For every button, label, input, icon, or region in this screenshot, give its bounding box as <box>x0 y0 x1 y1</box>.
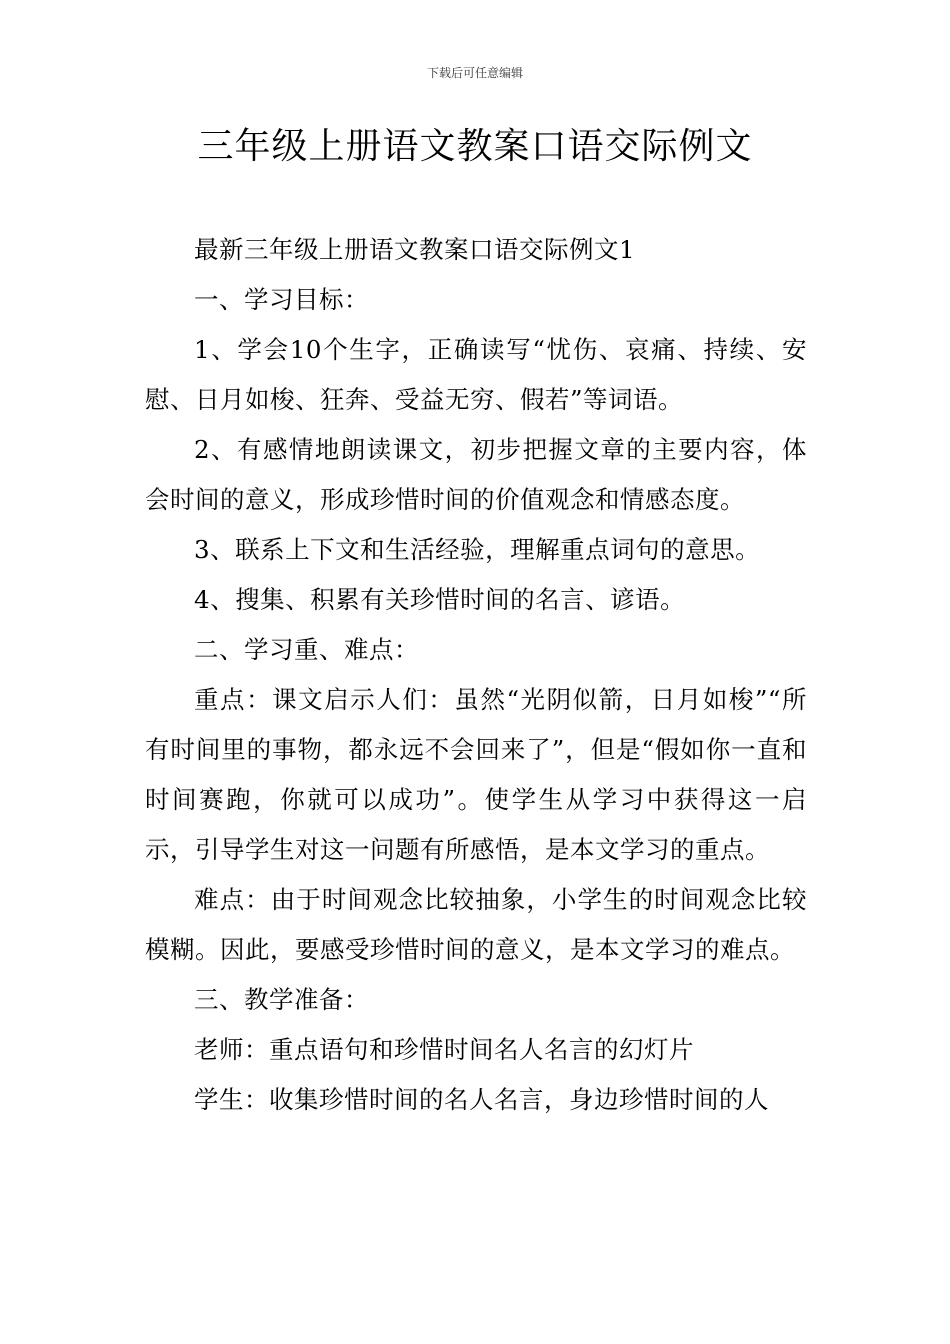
paragraph-subtitle: 最新三年级上册语文教案口语交际例文1 <box>194 235 636 264</box>
paragraph-teacher-prep: 老师：重点语句和珍惜时间名人名言的幻灯片 <box>194 1035 694 1064</box>
paragraph-difficulty: 难点：由于时间观念比较抽象，小学生的时间观念比较模糊。因此，要感受珍惜时间的意义，是本文学习的难点。 <box>145 885 807 964</box>
document-title: 三年级上册语文教案口语交际例文 <box>197 126 753 167</box>
document-body <box>145 225 807 1125</box>
paragraph-goal-4: 4、搜集、积累有关珍惜时间的名言、谚语。 <box>194 585 686 614</box>
paragraph-goal-2: 2、有感情地朗读课文，初步把握文章的主要内容，体会时间的意义，形成珍惜时间的价值观念和情感态度。 <box>145 435 807 514</box>
header-note: 下载后可任意编辑 <box>426 66 523 80</box>
paragraph-goal-3: 3、联系上下文和生活经验，理解重点词句的意思。 <box>194 535 761 564</box>
paragraph-goal-1: 1、学会10个生字，正确读写“忧伤、哀痛、持续、安慰、日月如梭、狂奔、受益无穷、假若”等词语。 <box>145 335 807 414</box>
paragraph-student-prep: 学生：收集珍惜时间的名人名言，身边珍惜时间的人 <box>194 1085 769 1114</box>
paragraph-key-point: 重点：课文启示人们：虽然“光阴似箭，日月如梭”“所有时间里的事物，都永远不会回来了”，但是“假如你一直和时间赛跑，你就可以成功”。使学生从学习中获得这一启示，引导学生对这一问题有所感悟，是本文学习的重点。 <box>145 685 807 864</box>
paragraph-section-goals: 一、学习目标： <box>194 285 369 314</box>
paragraph-section-key-points: 二、学习重、难点： <box>194 635 419 664</box>
paragraph-section-preparation: 三、教学准备： <box>194 985 369 1014</box>
